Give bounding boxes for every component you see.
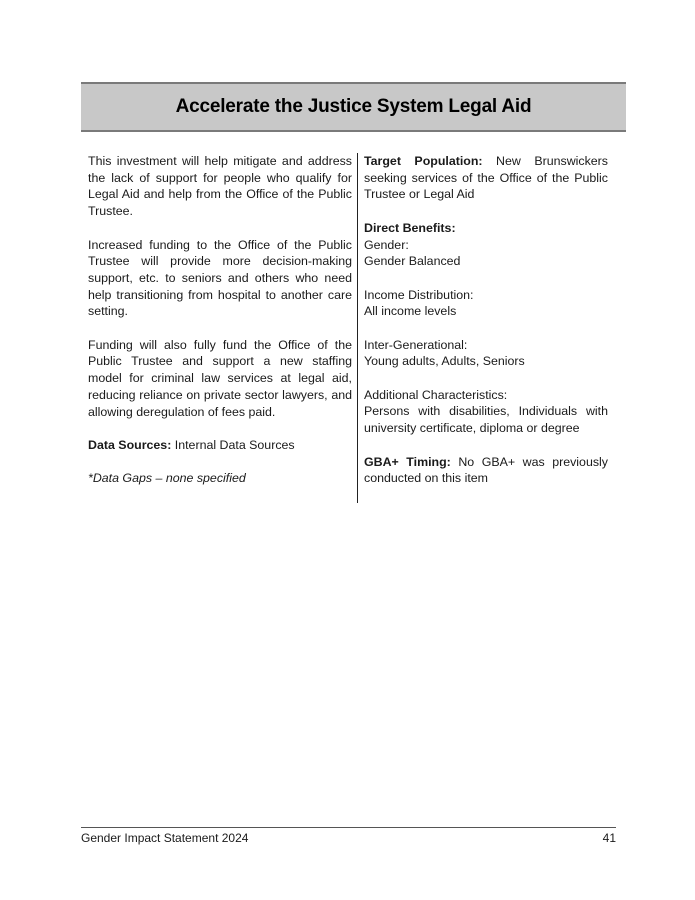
title-bar [81, 82, 626, 132]
additional-characteristics-value: Persons with disabilities, Individuals with university certificate, diploma or degree [364, 404, 608, 436]
page-footer [81, 827, 616, 845]
data-sources-value: Internal Data Sources [171, 437, 295, 452]
gender-label: Gender: [364, 237, 409, 252]
column-divider [357, 153, 358, 503]
page-title: Accelerate the Justice System Legal Aid [175, 96, 532, 117]
intergenerational-label: Inter-Generational: [364, 337, 468, 352]
gba-timing-label: GBA+ Timing: [364, 454, 451, 469]
income-value: All income levels [364, 304, 457, 319]
page-number: 41 [602, 831, 616, 845]
content-area [88, 153, 609, 503]
gba-timing-value: No GBA+ was previously conducted on this item [364, 454, 608, 486]
intergenerational-value: Young adults, Adults, Seniors [364, 354, 525, 369]
data-gaps: *Data Gaps – none specified [88, 471, 246, 486]
target-population-label: Target Population: [364, 154, 483, 168]
additional-characteristics-label: Additional Characteristics: [364, 387, 508, 402]
target-population [364, 153, 608, 203]
gender-value: Gender Balanced [364, 254, 461, 269]
direct-benefits-label: Direct Benefits: [364, 220, 456, 235]
target-population-value: New Brunswickers seeking services of the Office of the Public Trustee or Legal Aid [364, 154, 608, 202]
gba-timing [364, 454, 608, 487]
data-sources [88, 437, 352, 454]
left-column [88, 153, 352, 487]
right-column [364, 153, 608, 487]
footer-document-title: Gender Impact Statement 2024 [81, 831, 249, 845]
description-paragraph-1: This investment will help mitigate and address the lack of support for people who qualify for Legal Aid and help from the Office of the Public Trustee. [88, 154, 352, 219]
description-paragraph-2: Increased funding to the Office of the Public Trustee will provide more decision-making support, etc. to seniors and others who need help transitioning from hospital to another care setting. [88, 237, 352, 319]
income-label: Income Distribution: [364, 287, 474, 302]
data-sources-label: Data Sources: [88, 437, 172, 452]
description-paragraph-3: Funding will also fully fund the Office of the Public Trustee and support a new staffing model for criminal law services at legal aid, reducing reliance on private sector lawyers, and allowing deregulation of fees paid. [88, 337, 352, 419]
